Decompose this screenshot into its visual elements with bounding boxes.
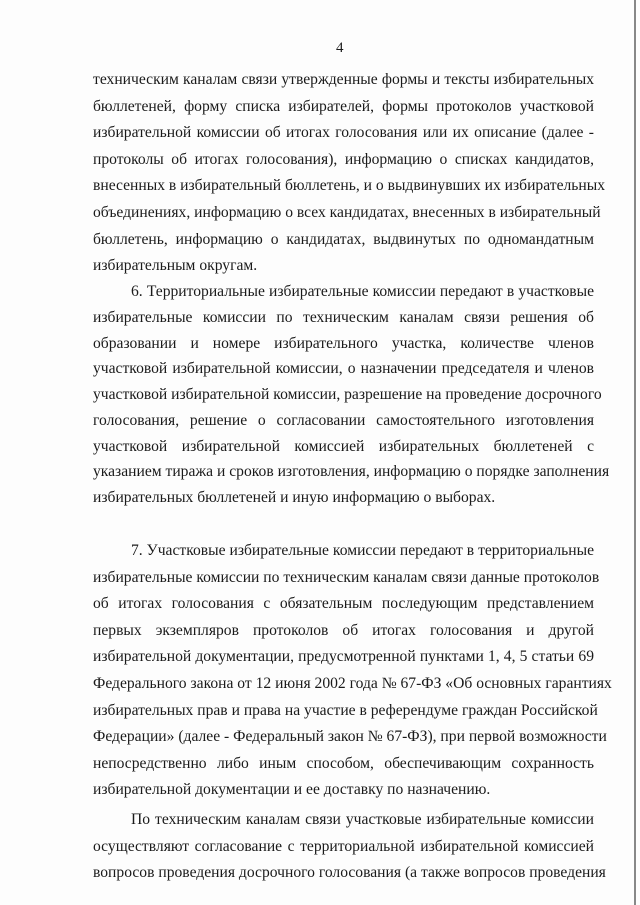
paragraph-1-line: бюллетеней, форму списка избирателей, формы протоколов участковой	[93, 97, 594, 115]
paragraph-2-line: указанием тиража и сроков изготовления, информацию о порядке заполнения	[93, 463, 610, 481]
paragraph-3-line: Федерации» (далее - Федеральный закон № 67-ФЗ), при первой возможности	[93, 728, 607, 746]
paragraph-2-line: образовании и номере избирательного участка, количестве членов	[93, 334, 594, 352]
paragraph-3-line: Федерального закона от 12 июня 2002 года № 67-ФЗ «Об основных гарантиях	[93, 675, 612, 692]
paragraph-1-line: протоколы об итогах голосования), информацию о списках кандидатов,	[93, 150, 594, 168]
page-number: 4	[336, 40, 344, 56]
paragraph-1-line: объединениях, информацию о всех кандидатах, внесенных в избирательный	[93, 204, 601, 221]
paragraph-2-line: 6. Территориальные избирательные комиссии передают в участковые	[131, 283, 594, 300]
paragraph-1-line: бюллетень, информацию о кандидатах, выдвинутых по одномандатным	[93, 230, 594, 248]
paragraph-2-line: участковой избирательной комиссии, разрешение на проведение досрочного	[93, 386, 602, 403]
paragraph-3-line: избирательные комиссии по техническим каналам связи данные протоколов	[93, 568, 600, 586]
paragraph-1-line: избирательным округам.	[93, 257, 258, 275]
paragraph-2-line: участковой избирательной комиссией избирательных бюллетеней с	[93, 437, 594, 455]
paragraph-3-line: первых экземпляров протоколов об итогах голосования и другой	[93, 621, 594, 639]
paragraph-2-line: участковой избирательной комиссии, о назначении председателя и членов	[93, 360, 594, 378]
paragraph-3-line: непосредственно либо иным способом, обеспечивающим сохранность	[93, 754, 594, 772]
paragraph-4-line: вопросов проведения досрочного голосования (а также вопросов проведения	[93, 864, 606, 881]
paragraph-2-line: избирательные комиссии по техническим каналам связи решения об	[93, 308, 594, 326]
paragraph-4-line: осуществляют согласование с территориальной избирательной комиссией	[93, 837, 594, 855]
paragraph-1-line: избирательной комиссии об итогах голосования или их описание (далее -	[93, 124, 594, 142]
scan-edge-line	[634, 0, 636, 905]
paragraph-3-line: 7. Участковые избирательные комиссии передают в территориальные	[131, 542, 594, 559]
paragraph-3-line: избирательной документации, предусмотренной пунктами 1, 4, 5 статьи 69	[93, 648, 594, 666]
paragraph-2-line: избирательных бюллетеней и иную информацию о выборах.	[93, 489, 496, 506]
paragraph-2-line: голосования, решение о согласовании самостоятельного изготовления	[93, 411, 594, 429]
paragraph-1-line: техническим каналам связи утвержденные формы и тексты избирательных	[93, 71, 594, 88]
paragraph-1-line: внесенных в избирательный бюллетень, и о выдвинувших их избирательных	[93, 177, 605, 195]
paragraph-3-line: избирательных прав и права на участие в референдуме граждан Российской	[93, 701, 598, 719]
paragraph-3-line: избирательной документации и ее доставку по назначению.	[93, 781, 491, 799]
paragraph-4-line: По техническим каналам связи участковые избирательные комиссии	[131, 811, 594, 828]
paragraph-3-line: об итогах голосования с обязательным последующим представлением	[93, 595, 594, 613]
